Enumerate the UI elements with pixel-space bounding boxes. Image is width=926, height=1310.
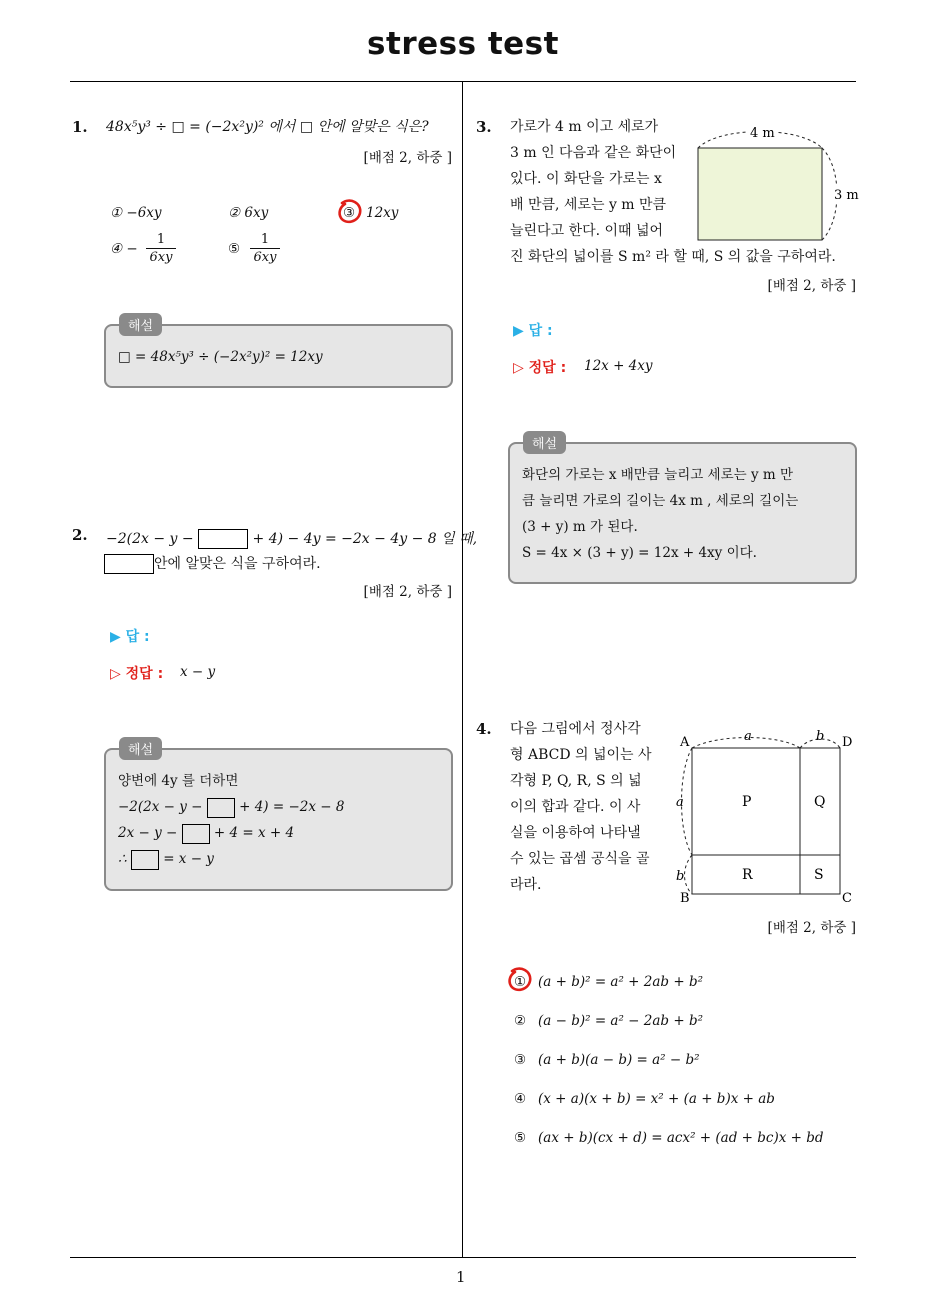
- question-1-choice-4[interactable]: ④ −: [110, 241, 138, 257]
- vertex-d-label: D: [842, 735, 853, 750]
- question-4-choice-3-mark[interactable]: ③: [514, 1052, 527, 1068]
- question-1-choice-5-fraction: [250, 232, 280, 265]
- left-b-label: b: [676, 869, 685, 884]
- solution-part: = x − y: [163, 851, 214, 867]
- solution-part: 2x − y −: [118, 825, 178, 841]
- footer-rule: [70, 1257, 856, 1258]
- solution-line-2: 큼 늘리면 가로의 길이는 4x m , 세로의 길이는: [522, 493, 799, 509]
- left-b-arc: [685, 855, 693, 894]
- question-4-figure: [668, 722, 858, 908]
- solution-line-2: [118, 794, 344, 820]
- prompt-part: 안에 알맞은 식을 구하여라.: [154, 556, 321, 572]
- prompt-line: 수 있는 곱셈 공식을 골: [510, 851, 650, 867]
- prompt-line: 각형 P, Q, R, S 의 넓: [510, 773, 642, 789]
- page-title: stress test: [367, 26, 559, 62]
- prompt-line: 라라.: [510, 877, 542, 893]
- question-1-prompt: 48x⁵y³ ÷ □ = (−2x²y)² 에서 □ 안에 알맞은 식은?: [106, 119, 429, 135]
- prompt-line: 이의 합과 같다. 이 사: [510, 799, 641, 815]
- prompt-line: 형 ABCD 의 넓이는 사: [510, 747, 652, 763]
- question-4-choice-2[interactable]: (a − b)² = a² − 2ab + b²: [538, 1013, 704, 1029]
- fraction-bar: [250, 248, 280, 249]
- question-4-choice-5[interactable]: (ax + b)(cx + d) = acx² + (ad + bc)x + bd: [538, 1130, 824, 1146]
- fraction-denominator: 6xy: [149, 250, 173, 265]
- question-4-choice-3[interactable]: (a + b)(a − b) = a² − b²: [538, 1052, 700, 1068]
- prompt-line: 있다. 이 화단을 가로는 x: [510, 171, 662, 187]
- region-s-label: S: [814, 867, 824, 883]
- solution-tag: 해설: [523, 431, 566, 454]
- question-2-answer-label: ▶ 답 :: [110, 629, 150, 645]
- question-4-meta: [배점 2, 하중 ]: [767, 920, 856, 936]
- prompt-line: 배 만큼, 세로는 y m 만큼: [510, 197, 667, 213]
- column-divider: [462, 82, 463, 1258]
- prompt-line: 실을 이용하여 나타낼: [510, 825, 641, 841]
- question-1-choice-1[interactable]: ① −6xy: [110, 205, 162, 221]
- solution-tag: 해설: [119, 313, 162, 336]
- prompt-line: 다음 그림에서 정사각: [510, 721, 641, 737]
- fraction-numerator: 1: [260, 232, 270, 247]
- top-b-label: b: [816, 729, 825, 744]
- solution-line-4: S = 4x × (3 + y) = 12x + 4xy 이다.: [522, 545, 757, 561]
- fraction-bar: [146, 248, 176, 249]
- left-a-label: a: [676, 795, 684, 810]
- question-3-prompt: [510, 114, 686, 244]
- blank-box: [104, 554, 154, 574]
- question-3-correct-value: 12x + 4xy: [584, 358, 653, 374]
- solution-line: □ = 48x⁵y³ ÷ (−2x²y)² = 12xy: [118, 349, 323, 365]
- question-2-solution-box: [104, 748, 453, 891]
- prompt-line: 가로가 4 m 이고 세로가: [510, 119, 659, 135]
- question-4-choice-4-mark[interactable]: ④: [514, 1091, 527, 1107]
- blank-box: [131, 850, 159, 870]
- solution-part: −2(2x − y −: [118, 799, 203, 815]
- question-4-choice-4[interactable]: (x + a)(x + b) = x² + (a + b)x + ab: [538, 1091, 775, 1107]
- solution-part: + 4 = x + 4: [213, 825, 295, 841]
- question-1-meta: [배점 2, 하중 ]: [363, 150, 452, 166]
- question-2-prompt-line1: [106, 526, 477, 552]
- vertex-b-label: B: [680, 891, 690, 906]
- vertex-c-label: C: [842, 891, 852, 906]
- question-3-solution-box: [508, 442, 857, 584]
- question-2-prompt-line2: [104, 551, 321, 577]
- question-4-choice-1-mark[interactable]: ①: [514, 974, 527, 990]
- region-r-label: R: [742, 867, 753, 883]
- solution-line-4: [118, 846, 214, 872]
- solution-line-1: 양변에 4y 를 더하면: [118, 773, 239, 789]
- question-4-choice-2-mark[interactable]: ②: [514, 1013, 527, 1029]
- prompt-part: + 4) − 4y = −2x − 4y − 8 일 때,: [252, 531, 478, 547]
- region-q-label: Q: [814, 794, 826, 810]
- question-3-figure: [690, 118, 860, 248]
- fraction-denominator: 6xy: [253, 250, 277, 265]
- question-2-correct-label: ▷ 정답 :: [110, 666, 164, 682]
- question-2-meta: [배점 2, 하중 ]: [363, 584, 452, 600]
- question-2-correct-value: x − y: [180, 664, 216, 680]
- question-1-choice-2[interactable]: ② 6xy: [228, 205, 269, 221]
- fraction-numerator: 1: [156, 232, 166, 247]
- top-dimension-label: 4 m: [750, 126, 775, 141]
- question-3-answer-label: ▶ 답 :: [513, 323, 553, 339]
- question-1-choice-5[interactable]: ⑤: [228, 241, 241, 257]
- page-number: 1: [456, 1268, 466, 1286]
- question-1-number: 1.: [72, 118, 88, 136]
- solution-line-3: [118, 820, 294, 846]
- question-3-meta: [배점 2, 하중 ]: [767, 278, 856, 294]
- question-2-number: 2.: [72, 526, 88, 544]
- vertex-a-label: A: [680, 735, 690, 750]
- question-1-choice-4-fraction: [146, 232, 176, 265]
- question-1-choice-3[interactable]: 12xy: [366, 205, 399, 221]
- solution-tag: 해설: [119, 737, 162, 760]
- question-3-prompt-last: 진 화단의 넓이를 S m² 라 할 때, S 의 값을 구하여라.: [510, 249, 836, 265]
- question-1-choice-3-mark[interactable]: ③: [343, 205, 356, 221]
- solution-part: ∴: [118, 851, 127, 867]
- flowerbed-rect: [698, 148, 822, 240]
- question-3-correct-label: ▷ 정답 :: [513, 360, 567, 376]
- question-4-choice-1[interactable]: (a + b)² = a² + 2ab + b²: [538, 974, 704, 990]
- solution-line-1: 화단의 가로는 x 배만큼 늘리고 세로는 y m 만: [522, 467, 794, 483]
- question-3-number: 3.: [476, 118, 492, 136]
- question-4-number: 4.: [476, 720, 492, 738]
- blank-box: [182, 824, 210, 844]
- blank-box: [207, 798, 235, 818]
- blank-box: [198, 529, 248, 549]
- side-dimension-label: 3 m: [834, 188, 859, 203]
- question-4-prompt: [510, 716, 660, 898]
- question-4-choice-5-mark[interactable]: ⑤: [514, 1130, 527, 1146]
- prompt-line: 늘린다고 한다. 이때 넓어: [510, 223, 664, 239]
- prompt-line: 3 m 인 다음과 같은 화단이: [510, 145, 677, 161]
- prompt-part: −2(2x − y −: [106, 531, 194, 547]
- solution-part: + 4) = −2x − 8: [239, 799, 345, 815]
- top-a-label: a: [744, 729, 752, 744]
- region-p-label: P: [742, 794, 752, 810]
- solution-line-3: (3 + y) m 가 된다.: [522, 519, 638, 535]
